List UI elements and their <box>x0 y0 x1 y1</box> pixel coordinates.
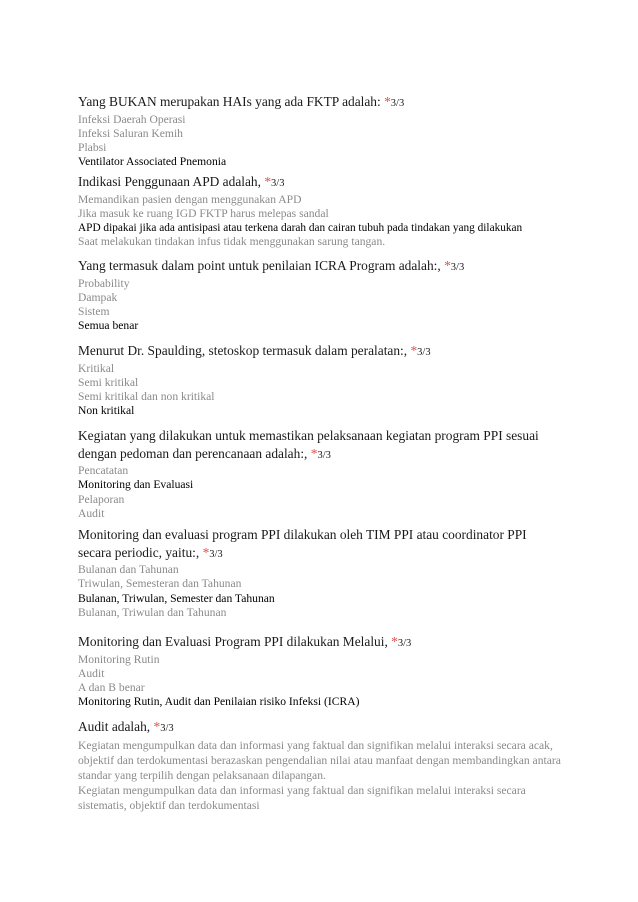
question-7 <box>78 633 411 710</box>
required-asterisk: * <box>153 719 161 734</box>
answer-option-correct: Monitoring Rutin, Audit dan Penilaian risiko Infeksi (ICRA) <box>78 695 360 709</box>
question-title: Indikasi Penggunaan APD adalah, *3/3 <box>78 174 285 189</box>
answer-option-correct: Monitoring dan Evaluasi <box>78 478 194 492</box>
answer-option: Monitoring Rutin <box>78 652 160 666</box>
question-3 <box>78 257 464 334</box>
question-5 <box>78 427 568 521</box>
question-6 <box>78 526 548 620</box>
required-asterisk: * <box>410 343 418 358</box>
question-1 <box>78 93 404 170</box>
answer-option: Infeksi Saluran Kemih <box>78 126 183 140</box>
question-title: Monitoring dan evaluasi program PPI dilakukan oleh TIM PPI atau coordinator PPI secara periodic, yaitu:, *3/3 <box>78 527 527 560</box>
answer-option: Jika masuk ke ruang IGD FKTP harus melepas sandal <box>78 206 329 220</box>
answer-option: Sistem <box>78 305 110 319</box>
required-asterisk: * <box>444 258 451 273</box>
question-title: Yang BUKAN merupakan HAIs yang ada FKTP adalah: *3/3 <box>78 94 405 109</box>
question-score: 3/3 <box>209 548 223 560</box>
answer-option: Pelaporan <box>78 492 125 506</box>
question-score: 3/3 <box>390 98 405 109</box>
answer-option: Kegiatan mengumpulkan data dan informasi yang faktual dan signifikan melalui interaksi secara acak, objektif dan terdokumentasi berazaskan pengendalian nilai atau manfaat dengan membandingkan antara standar yang terpilih dengan pelaksanaan dilapangan. <box>78 738 561 782</box>
question-title: Kegiatan yang dilakukan untuk memastikan pelaksanaan kegiatan program PPI sesuai dengan pedoman dan perencanaan adalah:, *3/3 <box>78 428 539 461</box>
answer-option: Semi kritikal dan non kritikal <box>78 390 215 404</box>
question-score: 3/3 <box>417 347 431 358</box>
answer-option-correct: APD dipakai jika ada antisipasi atau terkena darah dan cairan tubuh pada tindakan yang dilakukan <box>78 222 523 235</box>
answer-option-correct: Non kritikal <box>78 404 135 418</box>
required-asterisk: * <box>264 174 272 189</box>
answer-option: Triwulan, Semesteran dan Tahunan <box>78 577 242 591</box>
answer-option: Bulanan, Triwulan dan Tahunan <box>78 605 227 619</box>
question-2 <box>78 173 598 250</box>
question-score: 3/3 <box>317 449 331 461</box>
answer-option: A dan B benar <box>78 681 145 695</box>
answer-option: Kritikal <box>78 361 115 375</box>
answer-option: Kegiatan mengumpulkan data dan informasi yang faktual dan signifikan melalui interaksi secara sistematis, objektif dan terdokumentasi <box>78 784 526 813</box>
question-title: Audit adalah, *3/3 <box>78 719 174 734</box>
required-asterisk: * <box>202 544 210 560</box>
question-title: Monitoring dan Evaluasi Program PPI dilakukan Melalui, *3/3 <box>78 634 412 649</box>
required-asterisk: * <box>391 634 398 649</box>
answer-option-correct: Semua benar <box>78 319 139 333</box>
question-score: 3/3 <box>450 262 465 273</box>
question-title: Menurut Dr. Spaulding, stetoskop termasuk dalam peralatan:, *3/3 <box>78 343 431 358</box>
answer-option: Semi kritikal <box>78 375 139 389</box>
answer-option-correct: Bulanan, Triwulan, Semester dan Tahunan <box>78 591 275 605</box>
answer-option: Audit <box>78 666 105 680</box>
question-score: 3/3 <box>160 723 174 734</box>
answer-option: Bulanan dan Tahunan <box>78 563 179 576</box>
answer-option: Audit <box>78 506 105 520</box>
question-4 <box>78 342 431 419</box>
answer-option: Infeksi Daerah Operasi <box>78 112 186 126</box>
answer-option: Probability <box>78 276 130 290</box>
answer-option-correct: Ventilator Associated Pnemonia <box>78 155 227 169</box>
required-asterisk: * <box>310 445 318 461</box>
answer-option: Plabsi <box>78 141 107 155</box>
answer-option: Pencatatan <box>78 464 129 477</box>
question-score: 3/3 <box>397 638 412 649</box>
answer-option: Memandikan pasien dengan menggunakan APD <box>78 192 302 206</box>
answer-option: Dampak <box>78 290 118 304</box>
question-score: 3/3 <box>271 178 285 189</box>
question-title: Yang termasuk dalam point untuk penilaian ICRA Program adalah:, *3/3 <box>78 258 465 273</box>
answer-option: Saat melakukan tindakan infus tidak menggunakan sarung tangan. <box>78 235 386 249</box>
required-asterisk: * <box>384 94 391 109</box>
question-8 <box>78 718 568 814</box>
